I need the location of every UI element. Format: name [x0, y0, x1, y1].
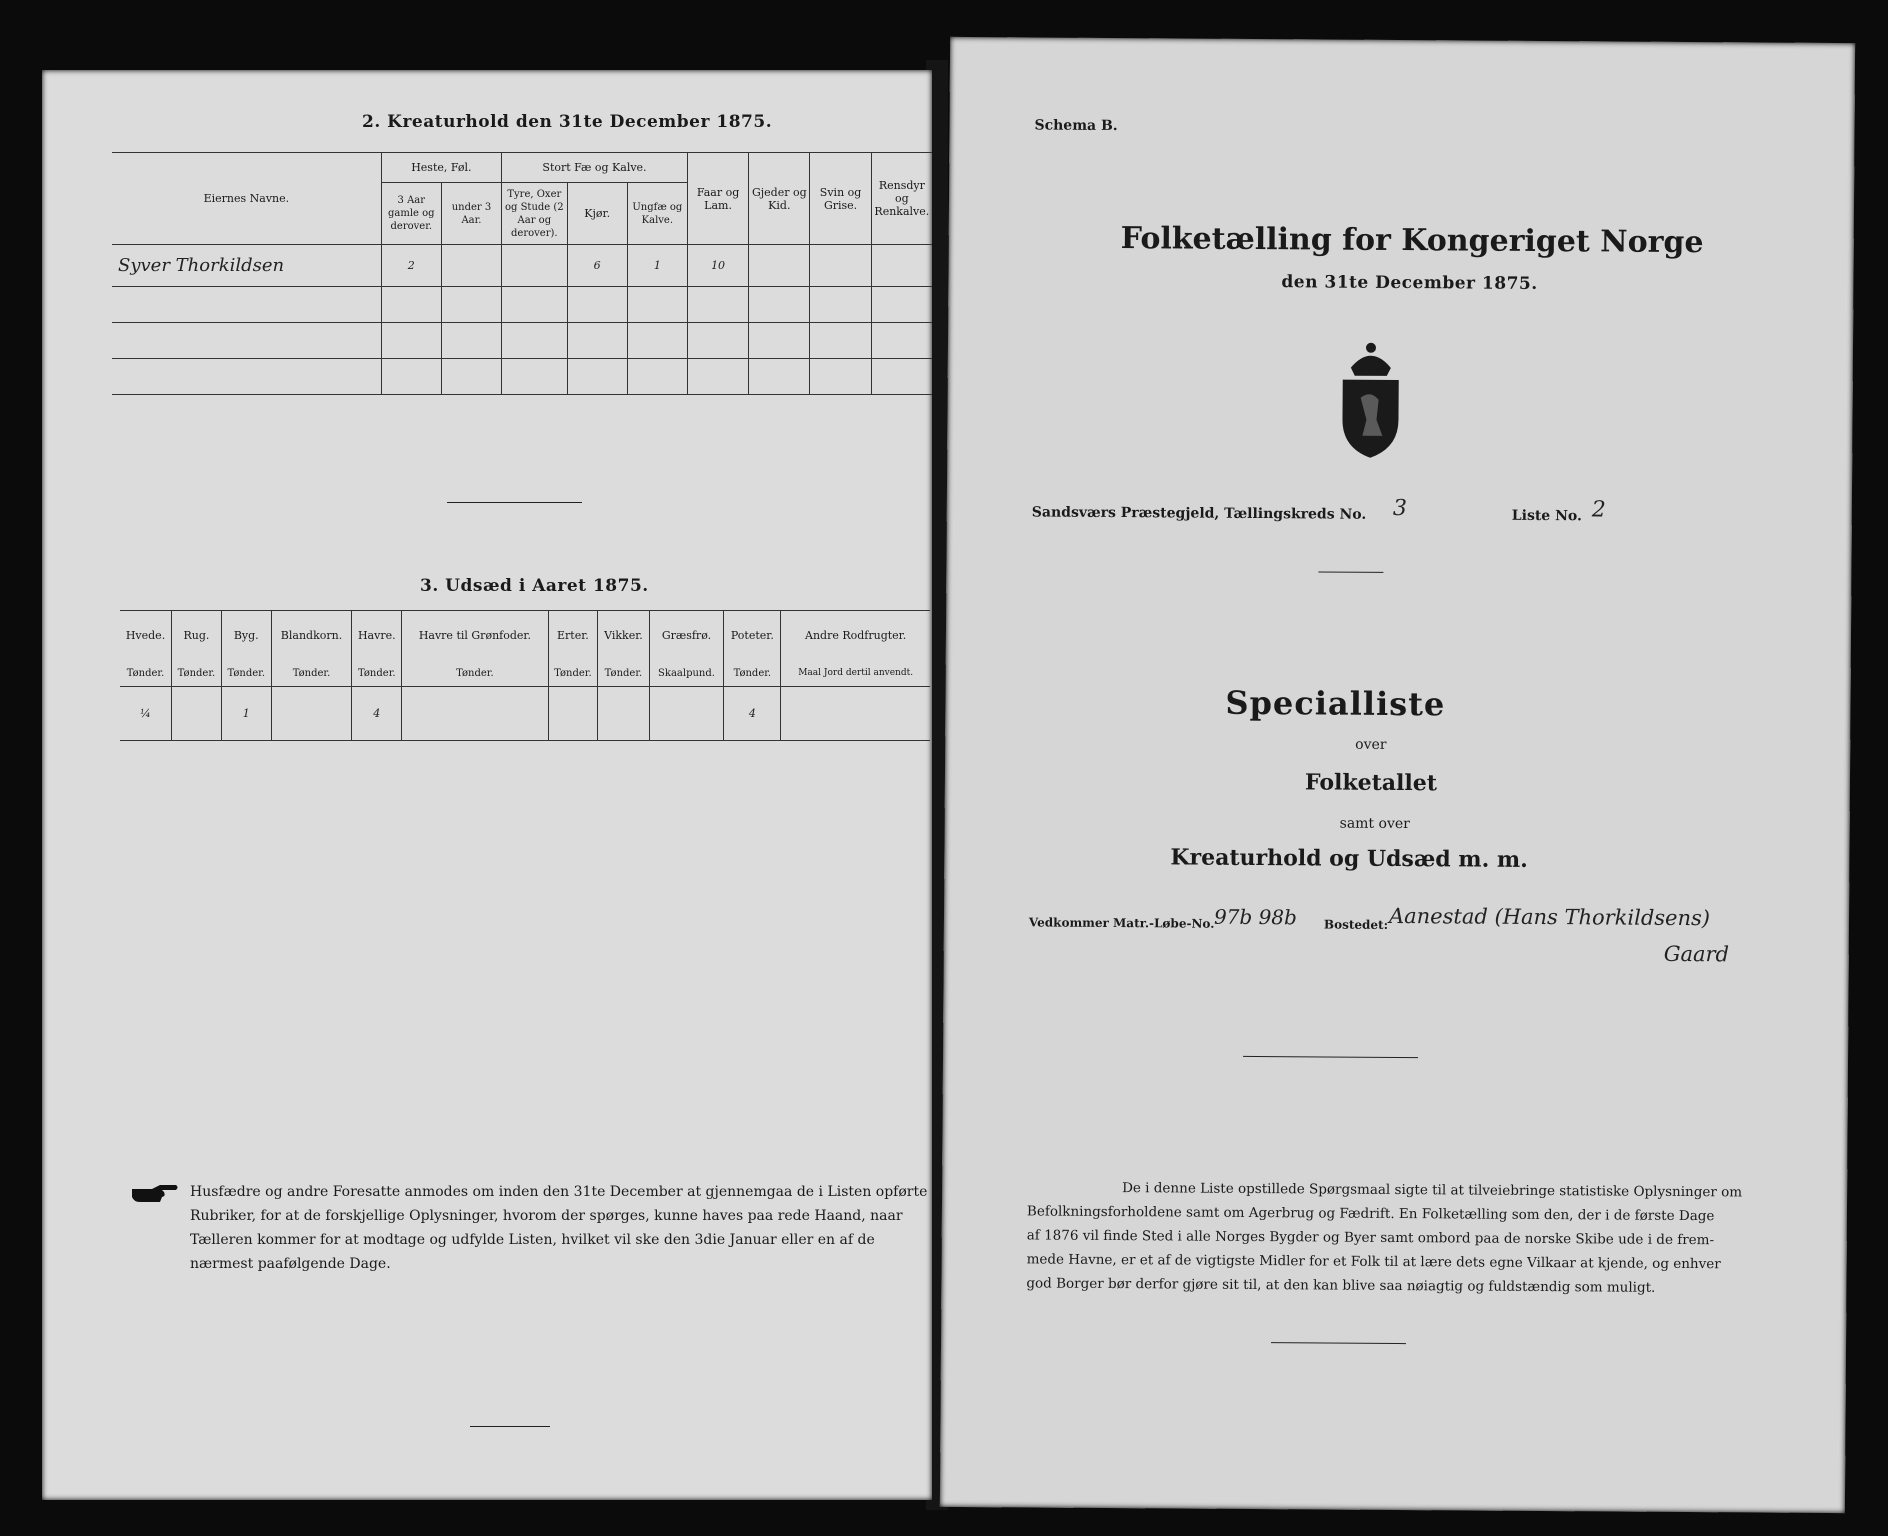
- explanation-line: De i denne Liste opstillede Spørgsmaal sigte til at tilveiebringe statistiske Oplysninger om: [1122, 1180, 1743, 1201]
- kreds-number: 3: [1392, 495, 1407, 522]
- liste-number: 2: [1591, 497, 1606, 523]
- schema-label: Schema B.: [1034, 117, 1118, 135]
- sowing-unit-cell: Tønder.: [221, 661, 271, 687]
- sowing-value-cell: 4: [724, 687, 781, 741]
- bosted-value: Aanestad (Hans Thorkildsens): [1388, 903, 1711, 931]
- table-row: [120, 687, 930, 741]
- sowing-header-cell: Græsfrø.: [649, 611, 724, 661]
- explanation-line: af 1876 vil finde Sted i alle Norges Bygder og Byer samt ombord paa de norske Skibe ude i de frem-: [1026, 1227, 1715, 1249]
- sowing-unit-cell: Tønder.: [402, 661, 548, 687]
- matr-label: Vedkommer Matr.-Løbe-No.: [1028, 915, 1215, 931]
- heste-under3-cell: [441, 245, 501, 287]
- explanation-line: mede Havne, er et af de vigtigste Midler for et Folk til at lære dets egne Vilkaar at kjende, og enhver: [1026, 1251, 1721, 1273]
- sowing-unit-cell: Maal Jord dertil anvendt.: [781, 661, 930, 687]
- svin-cell: [810, 245, 871, 287]
- stortfae-header: Stort Fæ og Kalve.: [502, 153, 688, 183]
- rensdyr-cell: [871, 245, 932, 287]
- norway-coat-of-arms-icon: [1332, 340, 1409, 461]
- divider: [470, 1426, 550, 1427]
- table-row: [112, 323, 932, 359]
- document-title: Folketælling for Kongeriget Norge: [1120, 221, 1704, 261]
- sowing-table: [120, 610, 930, 741]
- explanation-line: Befolkningsforholdene samt om Agerbrug og Fædrift. En Folketælling som den, der i de første Dage: [1026, 1203, 1715, 1225]
- svin-header: Svin og Grise.: [810, 153, 871, 245]
- sowing-value-cell: [271, 687, 352, 741]
- table-row: [112, 245, 932, 287]
- explanation-text: [1026, 1175, 1742, 1300]
- section3-title: 3. Udsæd i Aaret 1875.: [420, 576, 649, 596]
- explanation-line: god Borger bør derfor gjøre sit til, at den kan blive saa nøiagtig og fuldstændig som muligt.: [1026, 1275, 1656, 1296]
- sowing-header-cell: Vikker.: [598, 611, 649, 661]
- faar-cell: 10: [687, 245, 748, 287]
- rensdyr-header: Rensdyr og Renkalve.: [871, 153, 932, 245]
- sowing-header-cell: Blandkorn.: [271, 611, 352, 661]
- sowing-header-cell: Erter.: [548, 611, 598, 661]
- heste-3aar-header: 3 Aar gamle og derover.: [381, 183, 441, 245]
- owner-header: Eiernes Navne.: [112, 153, 381, 245]
- owner-cell: Syver Thorkildsen: [112, 245, 381, 287]
- kjor-cell: 6: [567, 245, 627, 287]
- table-row: [112, 287, 932, 323]
- faar-header: Faar og Lam.: [687, 153, 748, 245]
- gjeder-cell: [749, 245, 810, 287]
- sowing-value-cell: ¼: [120, 687, 172, 741]
- matr-number: 97b 98b: [1213, 904, 1297, 930]
- over-label: over: [1355, 736, 1387, 753]
- table-row: [112, 359, 932, 395]
- notice-text: [190, 1180, 927, 1276]
- sowing-header-cell: Rug.: [172, 611, 222, 661]
- sowing-unit-cell: Tønder.: [724, 661, 781, 687]
- sowing-header-cell: Poteter.: [724, 611, 781, 661]
- heste-header: Heste, Føl.: [381, 153, 501, 183]
- sowing-header-cell: Andre Rodfrugter.: [781, 611, 930, 661]
- livestock-table: [112, 152, 932, 395]
- heste-under3-header: under 3 Aar.: [441, 183, 501, 245]
- tyre-header: Tyre, Oxer og Stude (2 Aar og derover).: [502, 183, 568, 245]
- notice-line: Tælleren kommer for at modtage og udfylde Listen, hvilket vil ske den 3die Januar eller en af de: [190, 1232, 875, 1248]
- sowing-value-cell: [781, 687, 930, 741]
- sowing-value-cell: 1: [221, 687, 271, 741]
- liste-label: Liste No.: [1511, 507, 1582, 525]
- parish-label: Sandsværs Præstegjeld, Tællingskreds No.: [1031, 504, 1367, 523]
- sowing-unit-cell: Tønder.: [271, 661, 352, 687]
- sowing-unit-cell: Skaalpund.: [649, 661, 724, 687]
- divider: [447, 502, 582, 503]
- divider: [1318, 571, 1383, 572]
- sowing-unit-cell: Tønder.: [548, 661, 598, 687]
- notice-line: Rubriker, for at de forskjellige Oplysninger, hvorom der spørges, kunne haves paa rede Haand, naar: [190, 1208, 903, 1224]
- specialliste-heading: Specialliste: [1225, 683, 1446, 724]
- bosted-label: Bostedet:: [1323, 917, 1389, 932]
- section2-title: 2. Kreaturhold den 31te December 1875.: [362, 112, 773, 132]
- sowing-value-cell: 4: [352, 687, 402, 741]
- sowing-value-cell: [598, 687, 649, 741]
- sowing-header-cell: Havre til Grønfoder.: [402, 611, 548, 661]
- kjor-header: Kjør.: [567, 183, 627, 245]
- folketallet-heading: Folketallet: [1304, 769, 1438, 797]
- sowing-unit-cell: Tønder.: [120, 661, 172, 687]
- notice-line: Husfædre og andre Foresatte anmodes om inden den 31te December at gjennemgaa de i Listen opførte: [190, 1184, 928, 1200]
- divider: [1243, 1056, 1418, 1058]
- tyre-cell: [502, 245, 568, 287]
- sowing-value-cell: [172, 687, 222, 741]
- notice-line: nærmest paafølgende Dage.: [190, 1256, 391, 1272]
- kreaturhold-heading: Kreaturhold og Udsæd m. m.: [1170, 844, 1528, 873]
- right-page: [940, 37, 1855, 1513]
- sowing-value-cell: [649, 687, 724, 741]
- pointing-hand-icon: [130, 1183, 180, 1205]
- left-page: [42, 70, 932, 1500]
- sowing-header-cell: Havre.: [352, 611, 402, 661]
- ungfae-cell: 1: [627, 245, 687, 287]
- heste-3aar-cell: 2: [381, 245, 441, 287]
- gjeder-header: Gjeder og Kid.: [749, 153, 810, 245]
- samt-over-label: samt over: [1339, 815, 1410, 833]
- sowing-header-cell: Byg.: [221, 611, 271, 661]
- bosted-value-line2: Gaard: [1663, 941, 1730, 967]
- document-date: den 31te December 1875.: [1281, 272, 1538, 294]
- ungfae-header: Ungfæ og Kalve.: [627, 183, 687, 245]
- sowing-value-cell: [548, 687, 598, 741]
- sowing-header-cell: Hvede.: [120, 611, 172, 661]
- divider: [1271, 1342, 1406, 1344]
- sowing-unit-cell: Tønder.: [352, 661, 402, 687]
- sowing-unit-cell: Tønder.: [172, 661, 222, 687]
- sowing-unit-cell: Tønder.: [598, 661, 649, 687]
- sowing-value-cell: [402, 687, 548, 741]
